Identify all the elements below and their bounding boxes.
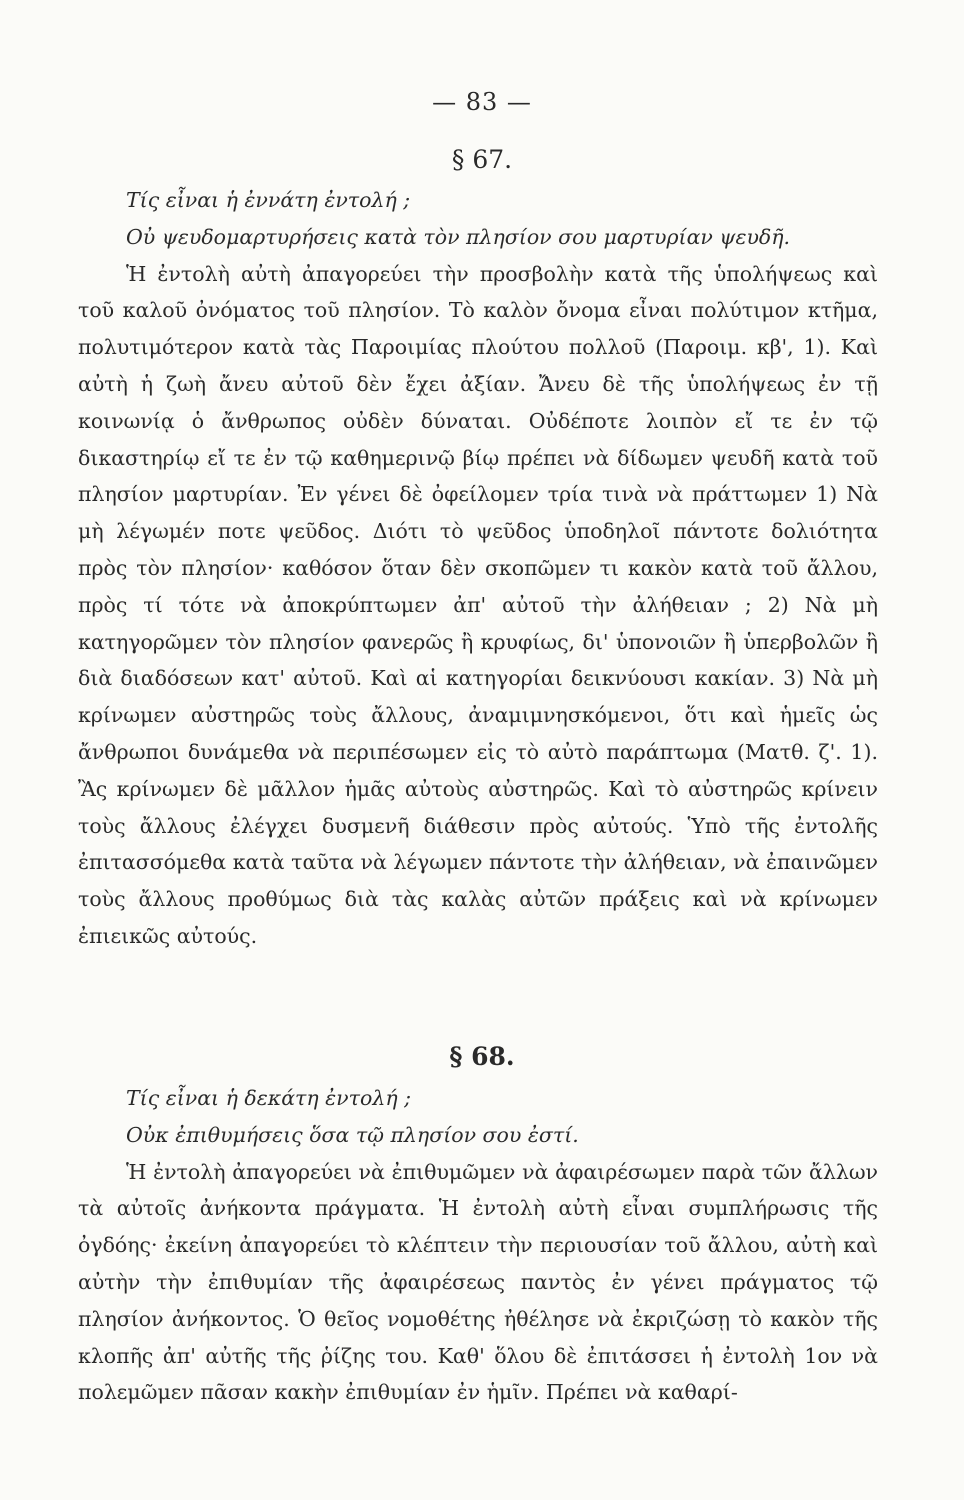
section-heading-68: § 68.: [449, 1042, 515, 1071]
section-heading-67: § 67.: [451, 145, 513, 174]
page-number: — 83 —: [432, 88, 532, 116]
question-68: Τίς εἶναι ἡ δεκάτη ἐντολή ;: [126, 1086, 412, 1110]
section-67-body: [78, 182, 878, 955]
question-67: Τίς εἶναι ἡ ἐννάτη ἐντολή ;: [126, 188, 411, 212]
commandment-68: Οὐκ ἐπιθυμήσεις ὅσα τῷ πλησίον σου ἐστί.: [126, 1122, 579, 1147]
paragraph-67: Ἡ ἐντολὴ αὐτὴ ἀπαγορεύει τὴν προσβολὴν κατὰ τῆς ὑπολήψεως καὶ τοῦ καλοῦ ὀνόματος τοῦ πλησίον. Τὸ καλὸν ὄνομα εἶναι πολύτιμον κτῆμα, πολυτιμότερον κατὰ τὰς Παροιμίας πλούτου πολλοῦ (Παροιμ. κβ', 1). Καὶ αὐτὴ ἡ ζωὴ ἄνευ αὐτοῦ δὲν ἔχει ἀξίαν. Ἄνευ δὲ τῆς ὑπολήψεως ἐν τῇ κοινωνίᾳ ὁ ἄνθρωπος οὐδὲν δύναται. Οὐδέποτε λοιπὸν εἴ τε ἐν τῷ δικαστηρίῳ εἴ τε ἐν τῷ καθημερινῷ βίῳ πρέπει νὰ δίδωμεν ψευδῆ κατὰ τοῦ πλησίον μαρτυρίαν. Ἐν γένει δὲ ὀφείλομεν τρία τινὰ νὰ πράττωμεν 1) Νὰ μὴ λέγωμέν ποτε ψεῦδος. Διότι τὸ ψεῦδος ὑποδηλοῖ πάντοτε δολιότητα πρὸς τὸν πλησίον· καθόσον ὅταν δὲν σκοπῶμεν τι κακὸν κατὰ τοῦ ἄλλου, πρὸς τί τότε νὰ ἀποκρύπτωμεν ἀπ' αὐτοῦ τὴν ἀλήθειαν ; 2) Νὰ μὴ κατηγορῶμεν τὸν πλησίον φανερῶς ἢ κρυφίως, δι' ὑπονοιῶν ἢ ὑπερβολῶν ἢ διὰ διαδόσεων κατ' αὐτοῦ. Καὶ αἱ κατηγορίαι δεικνύουσι κακίαν. 3) Νὰ μὴ κρίνωμεν αὐστηρῶς τοὺς ἄλλους, ἀναμιμνησκόμενοι, ὅτι καὶ ἡμεῖς ὡς ἄνθρωποι δυνάμεθα νὰ περιπέσωμεν εἰς τὸ αὐτὸ παράπτωμα (Ματθ. ζ'. 1). Ἂς κρίνωμεν δὲ μᾶλλον ἡμᾶς αὐτοὺς αὐστηρῶς. Καὶ τὸ αὐστηρῶς κρίνειν τοὺς ἄλλους ἐλέγχει δυσμενῆ διάθεσιν πρὸς αὐτούς. Ὑπὸ τῆς ἐντολῆς ἐπιτασσόμεθα κατὰ ταῦτα νὰ λέγωμεν πάντοτε τὴν ἀλήθειαν, νὰ ἐπαινῶμεν τοὺς ἄλλους προθύμως διὰ τὰς καλὰς αὐτῶν πράξεις καὶ νὰ κρίνωμεν ἐπιεικῶς αὐτούς.: [78, 261, 878, 948]
section-68-body: [78, 1080, 878, 1411]
commandment-67: Οὐ ψευδομαρτυρήσεις κατὰ τὸν πλησίον σου μαρτυρίαν ψευδῆ.: [126, 224, 791, 249]
paragraph-68: Ἡ ἐντολὴ ἀπαγορεύει νὰ ἐπιθυμῶμεν νὰ ἀφαιρέσωμεν παρὰ τῶν ἄλλων τὰ αὐτοῖς ἀνήκοντα πράγματα. Ἡ ἐντολὴ αὐτὴ εἶναι συμπλήρωσις τῆς ὀγδόης· ἐκείνη ἀπαγορεύει τὸ κλέπτειν τὴν περιουσίαν τοῦ ἄλλου, αὐτὴ καὶ αὐτὴν τὴν ἐπιθυμίαν τῆς ἀφαιρέσεως παντὸς ἐν γένει πράγματος τῷ πλησίον ἀνήκοντος. Ὁ θεῖος νομοθέτης ἠθέλησε νὰ ἐκριζώσῃ τὸ κακὸν τῆς κλοπῆς ἀπ' αὐτῆς τῆς ῥίζης του. Καθ' ὅλου δὲ ἐπιτάσσει ἡ ἐντολὴ 1ον νὰ πολεμῶμεν πᾶσαν κακὴν ἐπιθυμίαν ἐν ἡμῖν. Πρέπει νὰ καθαρί-: [78, 1159, 878, 1405]
